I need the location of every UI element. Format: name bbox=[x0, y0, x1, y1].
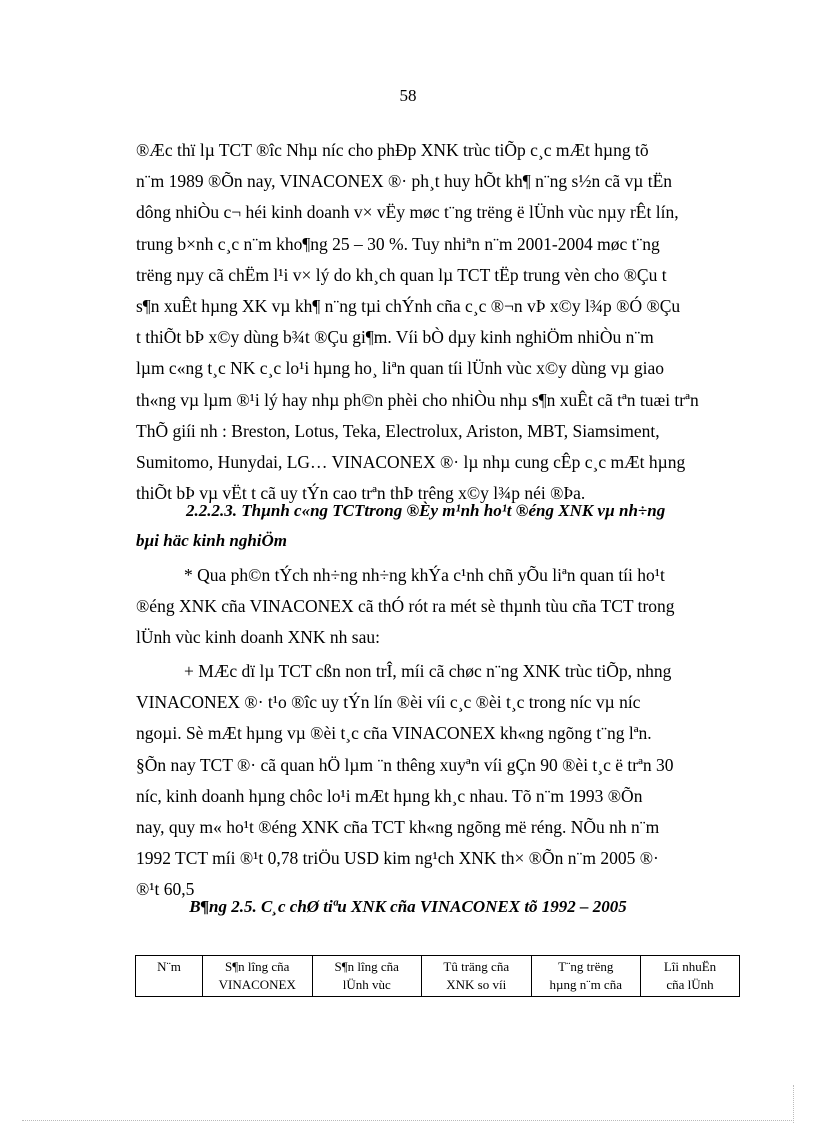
heading-line-2: bµi häc kinh nghiÖm bbox=[136, 531, 288, 550]
data-table bbox=[135, 955, 740, 997]
table-caption: B¶ng 2.5. C¸c chØ tiªu XNK cña VINACONEX tõ 1992 – 2005 bbox=[189, 897, 627, 916]
text-line: ThÕ giíi nh : Breston, Lotus, Teka, Electrolux, Ariston, MBT, Siamsiment, bbox=[136, 420, 660, 441]
paragraph-3 bbox=[136, 656, 741, 906]
text-line: thiÕt bÞ vµ vËt t cã uy tÝn cao trªn thÞ trêng x©y l¾p néi ®Þa. bbox=[136, 483, 586, 504]
text-line: lÜnh vùc kinh doanh XNK nh sau: bbox=[136, 627, 381, 648]
table-header-cell bbox=[422, 956, 532, 997]
text-line: ®Æc thï lµ TCT ®îc Nhµ níc cho phÐp XNK trùc tiÕp c¸c mÆt hµng tõ bbox=[136, 140, 649, 160]
page-border-right bbox=[793, 1085, 795, 1123]
header-line: VINACONEX bbox=[218, 977, 296, 992]
text-line: t thiÕt bÞ x©y dùng b¾t ®Çu gi¶m. Víi bÒ dµy kinh nghiÖm nhiÒu n¨m bbox=[136, 327, 654, 348]
text-line: th«ng vµ lµm ®¹i lý hay nhµ ph©n phèi cho nhiÒu nhµ s¶n xuÊt cã tªn tuæi trªn bbox=[136, 389, 699, 410]
table-header-cell bbox=[641, 956, 740, 997]
table-header-cell bbox=[531, 956, 641, 997]
paragraph-2 bbox=[136, 560, 741, 654]
header-line: hµng n¨m cña bbox=[549, 977, 622, 992]
table-header-cell bbox=[312, 956, 422, 997]
page-number: 58 bbox=[399, 86, 417, 105]
header-line: N¨m bbox=[157, 959, 181, 974]
text-line: níc, kinh doanh hµng chôc lo¹i mÆt hµng kh¸c nhau. Tõ n¨m 1993 ®Õn bbox=[136, 785, 643, 806]
header-line: S¶n lîng cña bbox=[225, 959, 290, 974]
table-header-row bbox=[136, 956, 740, 997]
paragraph-1 bbox=[136, 135, 741, 509]
text-line: VINACONEX ®· t¹o ®îc uy tÝn lín ®èi víi c¸c ®èi t¸c trong níc vµ níc bbox=[136, 692, 641, 713]
text-line: lµm c«ng t¸c NK c¸c lo¹i hµng ho¸ liªn quan tíi lÜnh vùc x©y dùng vµ giao bbox=[136, 358, 664, 379]
header-line: cña lÜnh bbox=[666, 977, 714, 992]
header-line: T¨ng trëng bbox=[558, 959, 614, 974]
table-header-cell bbox=[203, 956, 313, 997]
header-line: Tû träng cña bbox=[443, 959, 510, 974]
header-line: S¶n lîng cña bbox=[334, 959, 399, 974]
text-line: trung b×nh c¸c n¨m kho¶ng 25 – 30 %. Tuy nhiªn n¨m 2001-2004 møc t¨ng bbox=[136, 233, 660, 254]
text-line: s¶n xuÊt hµng XK vµ kh¶ n¨ng tµi chÝnh cña c¸c ®¬n vÞ x©y l¾p ®Ó ®Çu bbox=[136, 295, 681, 316]
header-line: Lîi nhuËn bbox=[663, 959, 717, 974]
heading-line-1: 2.2.2.3. Thµnh c«ng TCTtrong ®Èy m¹nh ho¹t ®éng XNK vµ nh÷ng bbox=[186, 501, 666, 520]
text-line: 1992 TCT míi ®¹t 0,78 triÖu USD kim ng¹ch XNK th× ®Õn n¨m 2005 ®· bbox=[136, 848, 659, 869]
text-line: Sumitomo, Hunydai, LG… VINACONEX ®· lµ nhµ cung cÊp c¸c mÆt hµng bbox=[136, 451, 686, 472]
text-line: trëng nµy cã chËm l¹i v× lý do kh¸ch quan lµ TCT tËp trung vèn cho ®Çu t bbox=[136, 264, 667, 285]
text-line: ngoµi. Sè mÆt hµng vµ ®èi t¸c cña VINACONEX kh«ng ngõng t¨ng lªn. bbox=[136, 723, 652, 744]
text-line: §Õn nay TCT ®· cã quan hÖ lµm ¨n thêng xuyªn víi gÇn 90 ®èi t¸c ë trªn 30 bbox=[136, 754, 674, 775]
page-border-bottom bbox=[22, 1120, 794, 1122]
text-line: n¨m 1989 ®Õn nay, VINACONEX ®· ph¸t huy hÕt kh¶ n¨ng s½n cã vµ tËn bbox=[136, 171, 673, 192]
text-line: dông nhiÒu c¬ héi kinh doanh v× vËy møc t¨ng trëng ë lÜnh vùc nµy rÊt lín, bbox=[136, 202, 679, 223]
header-line: lÜnh vùc bbox=[342, 977, 391, 992]
text-line: nay, quy m« ho¹t ®éng XNK cña TCT kh«ng ngõng më réng. NÕu nh n¨m bbox=[136, 816, 660, 837]
text-line: + MÆc dï lµ TCT cßn non trÎ, míi cã chøc n¨ng XNK trùc tiÕp, nhng bbox=[184, 661, 672, 681]
text-line: ®¹t 60,5 bbox=[136, 879, 195, 900]
section-heading bbox=[136, 496, 741, 556]
table-header-cell bbox=[136, 956, 203, 997]
text-line: * Qua ph©n tÝch nh÷ng nh÷ng khÝa c¹nh chñ yÕu liªn quan tíi ho¹t bbox=[184, 565, 665, 585]
text-line: ®éng XNK cña VINACONEX cã thÓ rót ra mét sè thµnh tùu cña TCT trong bbox=[136, 596, 675, 617]
header-line: XNK so víi bbox=[446, 977, 507, 992]
